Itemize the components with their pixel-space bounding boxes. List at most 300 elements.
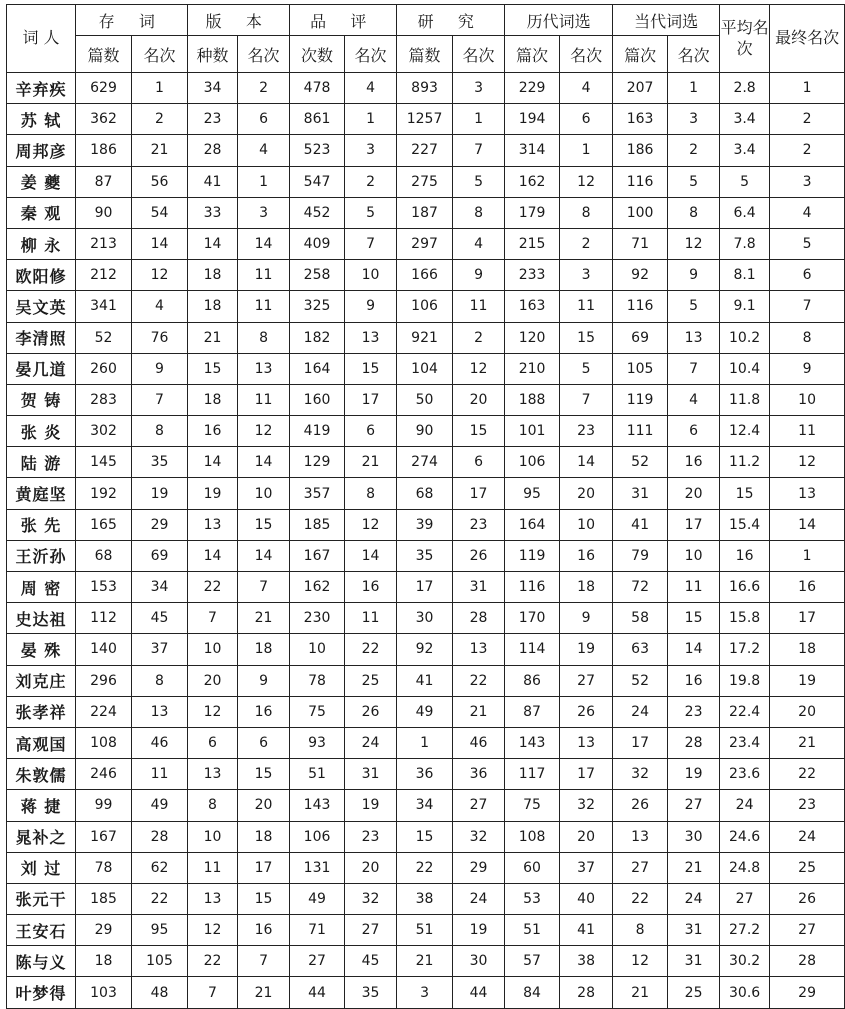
- table-cell: 16: [238, 915, 290, 946]
- table-cell: 95: [505, 478, 560, 509]
- table-cell: 143: [290, 790, 345, 821]
- table-cell: 18: [770, 634, 845, 665]
- table-cell: 478: [290, 73, 345, 104]
- table-cell: 10: [238, 478, 290, 509]
- table-cell: 3: [345, 135, 397, 166]
- table-cell: 224: [76, 696, 132, 727]
- table-cell: 44: [453, 977, 505, 1008]
- table-cell: 1: [770, 73, 845, 104]
- table-cell: 212: [76, 260, 132, 291]
- table-cell: 131: [290, 852, 345, 883]
- table-cell: 106: [290, 821, 345, 852]
- table-cell: 11: [453, 291, 505, 322]
- table-cell: 14: [560, 447, 613, 478]
- subheader-cell: 篇次: [505, 36, 560, 73]
- table-row: [7, 447, 845, 478]
- table-cell: 9: [345, 291, 397, 322]
- table-cell: 17: [560, 759, 613, 790]
- table-cell: 19: [770, 665, 845, 696]
- table-cell: 116: [505, 572, 560, 603]
- table-cell: 63: [613, 634, 668, 665]
- table-cell: 14: [188, 540, 238, 571]
- table-cell: 33: [188, 197, 238, 228]
- group-header-research: 研 究: [397, 5, 505, 36]
- table-cell: 16: [668, 447, 720, 478]
- table-cell: 24: [770, 821, 845, 852]
- table-cell: 6: [345, 416, 397, 447]
- table-cell: 21: [345, 447, 397, 478]
- table-cell: 3: [453, 73, 505, 104]
- table-cell: 314: [505, 135, 560, 166]
- table-cell: 185: [76, 883, 132, 914]
- poet-name: 贺 铸: [7, 384, 76, 415]
- table-cell: 2: [668, 135, 720, 166]
- table-cell: 188: [505, 384, 560, 415]
- table-cell: 38: [397, 883, 453, 914]
- table-cell: 17: [668, 509, 720, 540]
- poet-ranking-table: [6, 4, 845, 1009]
- table-cell: 23: [453, 509, 505, 540]
- poet-name: 陆 游: [7, 447, 76, 478]
- table-cell: 275: [397, 166, 453, 197]
- table-cell: 37: [132, 634, 188, 665]
- table-cell: 76: [132, 322, 188, 353]
- table-cell: 21: [397, 946, 453, 977]
- table-cell: 13: [188, 883, 238, 914]
- table-cell: 24.6: [720, 821, 770, 852]
- table-cell: 35: [397, 540, 453, 571]
- table-cell: 162: [505, 166, 560, 197]
- table-cell: 153: [76, 572, 132, 603]
- table-row: [7, 291, 845, 322]
- table-cell: 23: [560, 416, 613, 447]
- table-cell: 9.1: [720, 291, 770, 322]
- table-cell: 12.4: [720, 416, 770, 447]
- table-cell: 22: [345, 634, 397, 665]
- table-cell: 15: [560, 322, 613, 353]
- table-cell: 39: [397, 509, 453, 540]
- table-cell: 258: [290, 260, 345, 291]
- table-cell: 21: [770, 727, 845, 758]
- table-cell: 8: [770, 322, 845, 353]
- table-cell: 1: [397, 727, 453, 758]
- table-row: [7, 260, 845, 291]
- table-row: [7, 572, 845, 603]
- table-cell: 21: [238, 977, 290, 1008]
- table-cell: 75: [290, 696, 345, 727]
- table-cell: 21: [238, 603, 290, 634]
- table-cell: 23: [345, 821, 397, 852]
- table-cell: 12: [132, 260, 188, 291]
- table-cell: 105: [132, 946, 188, 977]
- table-cell: 283: [76, 384, 132, 415]
- table-cell: 15: [668, 603, 720, 634]
- table-cell: 22: [453, 665, 505, 696]
- table-cell: 2: [770, 135, 845, 166]
- table-cell: 5: [668, 166, 720, 197]
- table-cell: 30: [397, 603, 453, 634]
- poet-name: 张 炎: [7, 416, 76, 447]
- table-cell: 14: [238, 447, 290, 478]
- table-cell: 2: [453, 322, 505, 353]
- table-cell: 921: [397, 322, 453, 353]
- table-cell: 10: [770, 384, 845, 415]
- table-cell: 12: [188, 696, 238, 727]
- table-cell: 30.2: [720, 946, 770, 977]
- table-cell: 13: [188, 509, 238, 540]
- table-cell: 20: [668, 478, 720, 509]
- final-rank-header: 最终名次: [770, 5, 845, 73]
- table-cell: 104: [397, 353, 453, 384]
- poet-name: 张 先: [7, 509, 76, 540]
- table-cell: 26: [560, 696, 613, 727]
- table-cell: 49: [290, 883, 345, 914]
- table-cell: 6: [188, 727, 238, 758]
- table-cell: 9: [132, 353, 188, 384]
- table-cell: 36: [397, 759, 453, 790]
- table-cell: 5: [345, 197, 397, 228]
- table-cell: 162: [290, 572, 345, 603]
- table-cell: 25: [345, 665, 397, 696]
- poet-name: 朱敦儒: [7, 759, 76, 790]
- table-cell: 34: [188, 73, 238, 104]
- avg-rank-header: 平均名次: [720, 5, 770, 73]
- table-cell: 7: [188, 977, 238, 1008]
- table-cell: 26: [613, 790, 668, 821]
- subheader-cell: 名次: [345, 36, 397, 73]
- table-cell: 2: [238, 73, 290, 104]
- table-cell: 10: [345, 260, 397, 291]
- poet-name: 王安石: [7, 915, 76, 946]
- table-cell: 2.8: [720, 73, 770, 104]
- table-cell: 15: [188, 353, 238, 384]
- table-cell: 116: [613, 291, 668, 322]
- table-cell: 41: [560, 915, 613, 946]
- poet-name: 晏 殊: [7, 634, 76, 665]
- table-cell: 18: [188, 384, 238, 415]
- table-cell: 15: [453, 416, 505, 447]
- table-cell: 15: [397, 821, 453, 852]
- table-cell: 51: [290, 759, 345, 790]
- table-cell: 13: [668, 322, 720, 353]
- table-cell: 13: [453, 634, 505, 665]
- table-cell: 8.1: [720, 260, 770, 291]
- table-cell: 27: [770, 915, 845, 946]
- table-cell: 4: [132, 291, 188, 322]
- table-cell: 15: [345, 353, 397, 384]
- table-cell: 36: [453, 759, 505, 790]
- table-cell: 11: [238, 291, 290, 322]
- table-cell: 10: [560, 509, 613, 540]
- table-cell: 90: [397, 416, 453, 447]
- table-cell: 167: [76, 821, 132, 852]
- table-row: [7, 759, 845, 790]
- table-row: [7, 416, 845, 447]
- table-cell: 9: [453, 260, 505, 291]
- table-cell: 523: [290, 135, 345, 166]
- table-cell: 60: [505, 852, 560, 883]
- table-cell: 46: [132, 727, 188, 758]
- table-cell: 20: [560, 478, 613, 509]
- table-row: [7, 166, 845, 197]
- table-cell: 20: [188, 665, 238, 696]
- table-cell: 52: [76, 322, 132, 353]
- table-cell: 274: [397, 447, 453, 478]
- table-cell: 9: [770, 353, 845, 384]
- table-cell: 452: [290, 197, 345, 228]
- table-cell: 194: [505, 104, 560, 135]
- table-cell: 187: [397, 197, 453, 228]
- table-cell: 357: [290, 478, 345, 509]
- table-cell: 51: [505, 915, 560, 946]
- table-cell: 27: [668, 790, 720, 821]
- table-cell: 296: [76, 665, 132, 696]
- table-cell: 45: [345, 946, 397, 977]
- table-cell: 16.6: [720, 572, 770, 603]
- table-cell: 8: [668, 197, 720, 228]
- table-cell: 140: [76, 634, 132, 665]
- table-cell: 12: [345, 509, 397, 540]
- table-cell: 186: [613, 135, 668, 166]
- table-cell: 1257: [397, 104, 453, 135]
- table-cell: 27: [720, 883, 770, 914]
- table-cell: 108: [76, 727, 132, 758]
- table-cell: 164: [505, 509, 560, 540]
- table-cell: 71: [290, 915, 345, 946]
- table-cell: 23: [770, 790, 845, 821]
- table-cell: 29: [770, 977, 845, 1008]
- table-row: [7, 946, 845, 977]
- poet-name: 李清照: [7, 322, 76, 353]
- table-cell: 185: [290, 509, 345, 540]
- table-cell: 9: [238, 665, 290, 696]
- table-cell: 71: [613, 228, 668, 259]
- table-body: [7, 73, 845, 1009]
- table-cell: 58: [613, 603, 668, 634]
- table-cell: 210: [505, 353, 560, 384]
- table-row: [7, 353, 845, 384]
- table-cell: 325: [290, 291, 345, 322]
- table-cell: 14: [770, 509, 845, 540]
- poet-name: 苏 轼: [7, 104, 76, 135]
- table-cell: 8: [188, 790, 238, 821]
- table-cell: 16: [720, 540, 770, 571]
- table-cell: 145: [76, 447, 132, 478]
- table-cell: 1: [770, 540, 845, 571]
- table-cell: 41: [188, 166, 238, 197]
- table-cell: 18: [188, 260, 238, 291]
- table-cell: 207: [613, 73, 668, 104]
- table-cell: 14: [345, 540, 397, 571]
- table-row: [7, 821, 845, 852]
- table-cell: 15: [238, 759, 290, 790]
- poet-name: 周邦彦: [7, 135, 76, 166]
- table-cell: 2: [560, 228, 613, 259]
- table-cell: 7: [238, 572, 290, 603]
- table-cell: 6: [453, 447, 505, 478]
- table-cell: 3: [397, 977, 453, 1008]
- table-cell: 92: [397, 634, 453, 665]
- table-cell: 46: [453, 727, 505, 758]
- table-cell: 14: [188, 447, 238, 478]
- table-cell: 49: [132, 790, 188, 821]
- table-cell: 8: [345, 478, 397, 509]
- table-cell: 3.4: [720, 104, 770, 135]
- table-cell: 100: [613, 197, 668, 228]
- table-cell: 2: [345, 166, 397, 197]
- table-row: [7, 104, 845, 135]
- table-cell: 7: [560, 384, 613, 415]
- table-row: [7, 73, 845, 104]
- table-cell: 103: [76, 977, 132, 1008]
- table-row: [7, 197, 845, 228]
- table-cell: 11: [770, 416, 845, 447]
- table-cell: 9: [560, 603, 613, 634]
- table-cell: 7: [238, 946, 290, 977]
- table-cell: 861: [290, 104, 345, 135]
- table-cell: 11: [560, 291, 613, 322]
- poet-name: 晁补之: [7, 821, 76, 852]
- group-header-reviews: 品 评: [290, 5, 397, 36]
- table-cell: 22: [397, 852, 453, 883]
- table-cell: 62: [132, 852, 188, 883]
- table-cell: 4: [560, 73, 613, 104]
- table-cell: 30: [453, 946, 505, 977]
- table-cell: 28: [770, 946, 845, 977]
- table-cell: 14: [238, 540, 290, 571]
- table-cell: 192: [76, 478, 132, 509]
- table-cell: 27: [560, 665, 613, 696]
- group-header-modern-anthologies: 当代词选: [613, 5, 720, 36]
- poet-name: 张元干: [7, 883, 76, 914]
- table-cell: 93: [290, 727, 345, 758]
- table-cell: 24: [613, 696, 668, 727]
- table-cell: 8: [132, 416, 188, 447]
- table-cell: 4: [345, 73, 397, 104]
- table-cell: 5: [560, 353, 613, 384]
- table-cell: 23: [668, 696, 720, 727]
- table-cell: 95: [132, 915, 188, 946]
- table-cell: 45: [132, 603, 188, 634]
- table-cell: 99: [76, 790, 132, 821]
- table-cell: 31: [453, 572, 505, 603]
- table-cell: 14: [132, 228, 188, 259]
- poet-name: 晏几道: [7, 353, 76, 384]
- group-header-extant: 存 词: [76, 5, 188, 36]
- table-cell: 19: [668, 759, 720, 790]
- table-cell: 27: [453, 790, 505, 821]
- table-cell: 24: [345, 727, 397, 758]
- table-row: [7, 696, 845, 727]
- table-cell: 6: [238, 727, 290, 758]
- table-cell: 13: [560, 727, 613, 758]
- table-cell: 69: [132, 540, 188, 571]
- table-cell: 26: [345, 696, 397, 727]
- table-cell: 11: [132, 759, 188, 790]
- table-cell: 41: [397, 665, 453, 696]
- table-cell: 1: [238, 166, 290, 197]
- table-cell: 10: [668, 540, 720, 571]
- table-cell: 22.4: [720, 696, 770, 727]
- table-cell: 5: [453, 166, 505, 197]
- table-cell: 28: [132, 821, 188, 852]
- table-cell: 27: [613, 852, 668, 883]
- poet-name: 辛弃疾: [7, 73, 76, 104]
- table-row: [7, 727, 845, 758]
- table-cell: 10: [290, 634, 345, 665]
- table-cell: 16: [770, 572, 845, 603]
- table-cell: 227: [397, 135, 453, 166]
- table-cell: 78: [76, 852, 132, 883]
- table-cell: 84: [505, 977, 560, 1008]
- table-cell: 48: [132, 977, 188, 1008]
- table-cell: 6: [238, 104, 290, 135]
- table-cell: 41: [613, 509, 668, 540]
- table-cell: 111: [613, 416, 668, 447]
- table-row: [7, 540, 845, 571]
- table-cell: 90: [76, 197, 132, 228]
- poet-name: 吴文英: [7, 291, 76, 322]
- table-cell: 22: [188, 572, 238, 603]
- poet-name: 王沂孙: [7, 540, 76, 571]
- table-cell: 186: [76, 135, 132, 166]
- table-cell: 19: [132, 478, 188, 509]
- table-cell: 26: [770, 883, 845, 914]
- table-row: [7, 852, 845, 883]
- table-cell: 22: [770, 759, 845, 790]
- table-cell: 15: [238, 509, 290, 540]
- table-cell: 3: [770, 166, 845, 197]
- table-cell: 18: [76, 946, 132, 977]
- table-cell: 51: [397, 915, 453, 946]
- table-cell: 1: [560, 135, 613, 166]
- table-row: [7, 665, 845, 696]
- table-cell: 108: [505, 821, 560, 852]
- poet-name: 欧阳修: [7, 260, 76, 291]
- table-cell: 68: [397, 478, 453, 509]
- table-cell: 13: [238, 353, 290, 384]
- subheader-cell: 名次: [132, 36, 188, 73]
- group-header-editions: 版 本: [188, 5, 290, 36]
- table-cell: 10: [188, 634, 238, 665]
- table-cell: 3.4: [720, 135, 770, 166]
- table-cell: 68: [76, 540, 132, 571]
- poet-name: 张孝祥: [7, 696, 76, 727]
- poet-name: 叶梦得: [7, 977, 76, 1008]
- table-cell: 19: [188, 478, 238, 509]
- poet-name: 史达祖: [7, 603, 76, 634]
- table-cell: 52: [613, 665, 668, 696]
- table-cell: 21: [188, 322, 238, 353]
- table-cell: 23.6: [720, 759, 770, 790]
- table-cell: 4: [770, 197, 845, 228]
- table-cell: 213: [76, 228, 132, 259]
- table-cell: 8: [238, 322, 290, 353]
- table-cell: 21: [668, 852, 720, 883]
- table-cell: 10.4: [720, 353, 770, 384]
- table-cell: 7: [132, 384, 188, 415]
- table-cell: 27: [345, 915, 397, 946]
- table-cell: 17: [770, 603, 845, 634]
- table-row: [7, 135, 845, 166]
- table-cell: 69: [613, 322, 668, 353]
- table-cell: 13: [132, 696, 188, 727]
- table-cell: 302: [76, 416, 132, 447]
- table-cell: 4: [453, 228, 505, 259]
- poet-name: 柳 永: [7, 228, 76, 259]
- table-cell: 167: [290, 540, 345, 571]
- table-cell: 72: [613, 572, 668, 603]
